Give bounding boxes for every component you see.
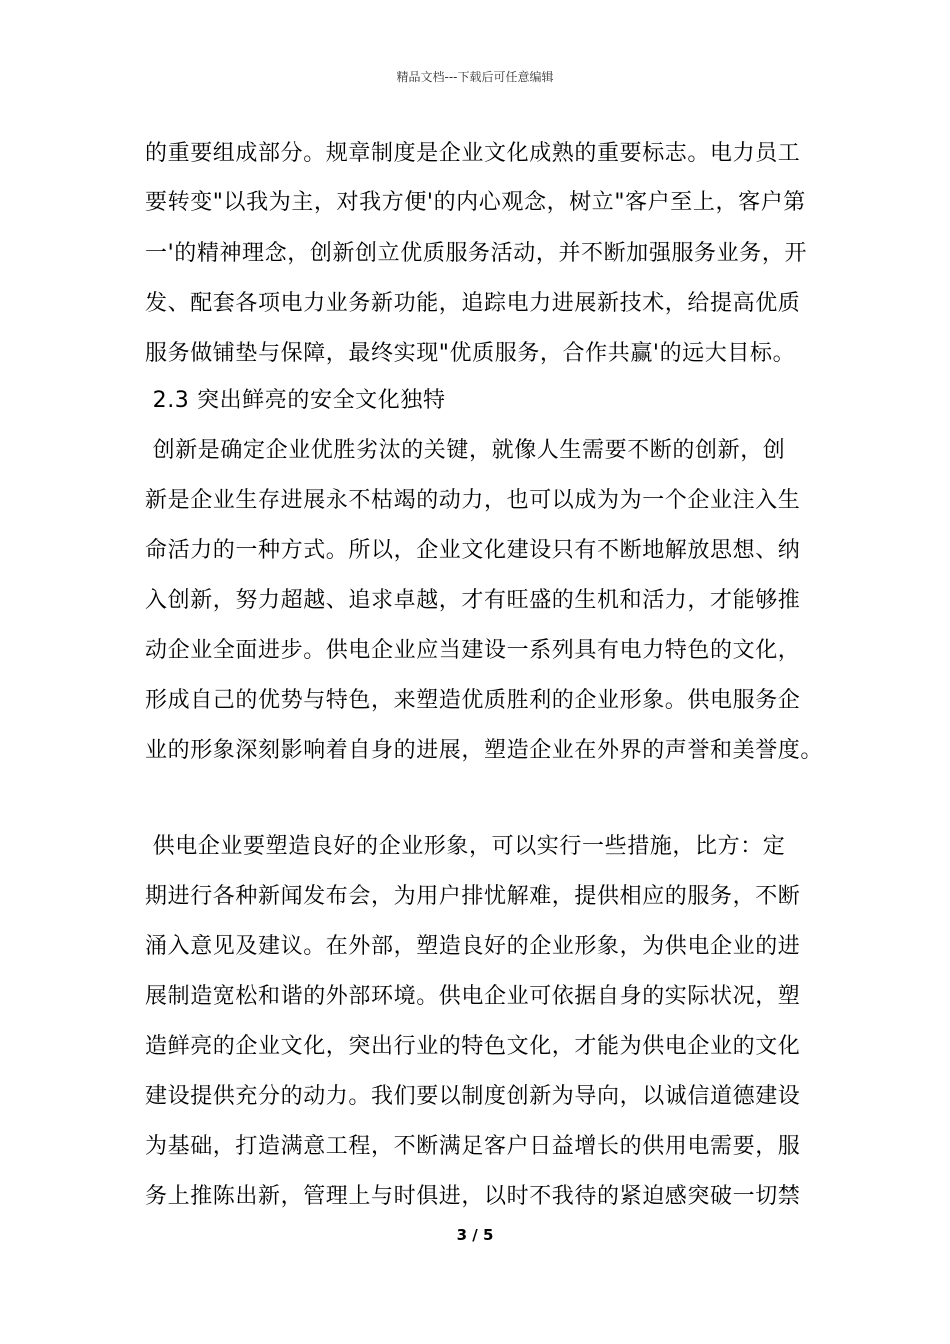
page-number: 3 / 5: [456, 1226, 494, 1244]
text-line: 命活力的一种方式。所以，企业文化建设只有不断地解放思想、纳: [145, 538, 801, 563]
text-line: 涌入意见及建议。在外部，塑造良好的企业形象，为供电企业的进: [145, 934, 801, 959]
text-line: 为基础，打造满意工程，不断满足客户日益增长的供用电需要，服: [145, 1134, 801, 1159]
text-line: 务上推陈出新，管理上与时俱进，以时不我待的紧迫感突破一切禁: [145, 1184, 801, 1209]
text-line: 创新是确定企业优胜劣汰的关键，就像人生需要不断的创新，创: [145, 438, 786, 463]
text-line: 2.3 突出鲜亮的安全文化独特: [145, 388, 446, 413]
text-line: 要转变"以我为主，对我方便'的内心观念，树立"客户至上，客户第: [145, 190, 806, 215]
text-line: 入创新，努力超越、追求卓越，才有旺盛的生机和活力，才能够推: [145, 588, 801, 613]
text-line: 业的形象深刻影响着自身的进展，塑造企业在外界的声誉和美誉度。: [145, 738, 824, 763]
text-line: 建设提供充分的动力。我们要以制度创新为导向，以诚信道德建设: [145, 1084, 801, 1109]
text-line: 供电企业要塑造良好的企业形象，可以实行一些措施，比方：定: [145, 834, 786, 859]
text-line: 一'的精神理念，创新创立优质服务活动，并不断加强服务业务，开: [145, 241, 808, 266]
text-line: 造鲜亮的企业文化，突出行业的特色文化，才能为供电企业的文化: [145, 1034, 801, 1059]
text-line: 动企业全面进步。供电企业应当建设一系列具有电力特色的文化，: [145, 638, 801, 663]
text-line: 服务做铺垫与保障，最终实现"优质服务，合作共赢'的远大目标。: [145, 341, 796, 366]
text-line: 期进行各种新闻发布会，为用户排忧解难，提供相应的服务，不断: [145, 884, 801, 909]
page-header: 精品文档---下载后可任意编辑: [396, 70, 554, 84]
text-line: 新是企业生存进展永不枯竭的动力，也可以成为为一个企业注入生: [145, 488, 801, 513]
text-line: 展制造宽松和谐的外部环境。供电企业可依据自身的实际状况，塑: [145, 984, 801, 1009]
text-line: 形成自己的优势与特色，来塑造优质胜利的企业形象。供电服务企: [145, 688, 801, 713]
text-line: 发、配套各项电力业务新功能，追踪电力进展新技术，给提高优质: [145, 291, 801, 316]
text-line: 的重要组成部分。规章制度是企业文化成熟的重要标志。电力员工: [145, 141, 801, 166]
